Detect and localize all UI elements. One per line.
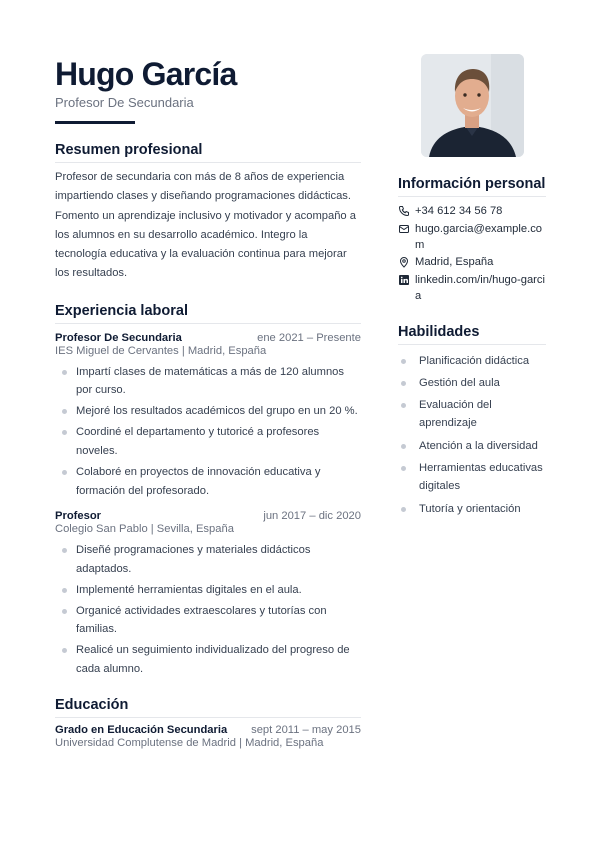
bullet-dot <box>62 609 67 614</box>
bullet-dot <box>62 648 67 653</box>
skills-heading: Habilidades <box>398 323 546 345</box>
linkedin-text: linkedin.com/in/hugo-garcia <box>415 273 545 302</box>
education-entry <box>55 724 361 751</box>
bullet-dot <box>62 370 67 375</box>
candidate-role: Profesor De Secundaria <box>55 95 194 110</box>
job-achievements <box>55 541 361 678</box>
main-column <box>55 56 361 751</box>
mail-icon <box>398 223 410 235</box>
bullet-dot <box>401 444 406 449</box>
bullet-dot <box>62 430 67 435</box>
summary-text: Profesor de secundaria con más de 8 años de experiencia impartiendo clases y diseñando programaciones didácticas. Fomento un aprendizaje inclusivo y motivador y acompaño a los alumnos en su desarrollo académico. Integro la tecnología educativa y la evaluación continua para mejorar los resultados. <box>55 171 356 280</box>
list-item <box>55 602 361 639</box>
list-item-text: Colaboré en proyectos de innovación educativa y formación del profesorado. <box>76 465 321 497</box>
list-item <box>55 463 361 500</box>
experience-heading: Experiencia laboral <box>55 302 361 324</box>
degree-title: Grado en Educación Secundaria <box>55 724 228 737</box>
skill-item <box>398 459 546 496</box>
list-item-text: Implementé herramientas digitales en el aula. <box>76 583 302 596</box>
list-item-text: Impartí clases de matemáticas a más de 120 alumnos por curso. <box>76 365 345 397</box>
list-item-text: Coordiné el departamento y tutoricé a profesores noveles. <box>76 426 320 457</box>
job-entry <box>55 510 361 678</box>
list-item <box>55 541 361 578</box>
contact-phone <box>398 203 546 219</box>
contact-location <box>398 254 546 270</box>
skill-item <box>398 352 546 371</box>
linkedin-icon <box>398 274 410 286</box>
education-date: sept 2011 – may 2015 <box>251 724 361 737</box>
bullet-dot <box>62 409 67 414</box>
phone-text: +34 612 34 56 78 <box>415 205 503 217</box>
bullet-dot <box>401 403 406 408</box>
list-item <box>55 581 361 600</box>
list-item-text: Organicé actividades extraescolares y tutorías con familias. <box>76 604 327 636</box>
skill-item <box>398 437 546 456</box>
location-text: Madrid, España <box>415 256 494 268</box>
job-organization: Colegio San Pablo | Sevilla, España <box>55 523 234 536</box>
job-entry <box>55 332 361 500</box>
job-organization: IES Miguel de Cervantes | Madrid, España <box>55 344 267 357</box>
list-item-text: Mejoré los resultados académicos del grupo en un 20 %. <box>76 405 358 418</box>
skill-text: Atención a la diversidad <box>419 439 538 452</box>
skills-list <box>398 352 546 519</box>
contact-linkedin <box>398 272 546 304</box>
skill-item <box>398 374 546 393</box>
bullet-dot <box>62 470 67 475</box>
bullet-dot <box>401 507 406 512</box>
job-date: ene 2021 – Presente <box>257 331 361 344</box>
list-item <box>55 641 361 678</box>
skill-text: Planificación didáctica <box>419 354 530 367</box>
skill-text: Evaluación del aprendizaje <box>419 398 492 430</box>
job-title: Profesor De Secundaria <box>55 331 182 344</box>
candidate-name: Hugo García <box>55 56 237 92</box>
name-underline <box>55 121 135 124</box>
skill-text: Gestión del aula <box>419 376 500 389</box>
school-name: Universidad Complutense de Madrid | Madrid, España <box>55 737 324 750</box>
summary-heading: Resumen profesional <box>55 141 361 163</box>
personal-info-heading: Información personal <box>398 175 546 197</box>
bullet-dot <box>62 548 67 553</box>
list-item <box>55 363 361 400</box>
job-date: jun 2017 – dic 2020 <box>263 510 361 523</box>
portrait-illustration <box>421 54 524 157</box>
contact-list <box>398 203 546 304</box>
email-text: hugo.garcia@example.com <box>415 222 543 251</box>
education-heading: Educación <box>55 696 361 718</box>
list-item-text: Realicé un seguimiento individualizado del progreso de cada alumno. <box>76 644 350 675</box>
job-achievements <box>55 363 361 500</box>
job-title: Profesor <box>55 510 102 523</box>
contact-email <box>398 221 546 253</box>
profile-photo <box>421 54 524 157</box>
list-item <box>55 402 361 421</box>
phone-icon <box>398 205 410 217</box>
skill-text: Tutoría y orientación <box>419 502 521 515</box>
skill-text: Herramientas educativas digitales <box>419 461 543 493</box>
list-item-text: Diseñé programaciones y materiales didácticos adaptados. <box>76 544 311 575</box>
bullet-dot <box>62 588 67 593</box>
sidebar-column <box>398 54 546 522</box>
skill-item <box>398 396 546 433</box>
bullet-dot <box>401 466 406 471</box>
bullet-dot <box>401 381 406 386</box>
list-item <box>55 423 361 460</box>
bullet-dot <box>401 359 406 364</box>
location-pin-icon <box>398 256 410 268</box>
skill-item <box>398 500 546 519</box>
